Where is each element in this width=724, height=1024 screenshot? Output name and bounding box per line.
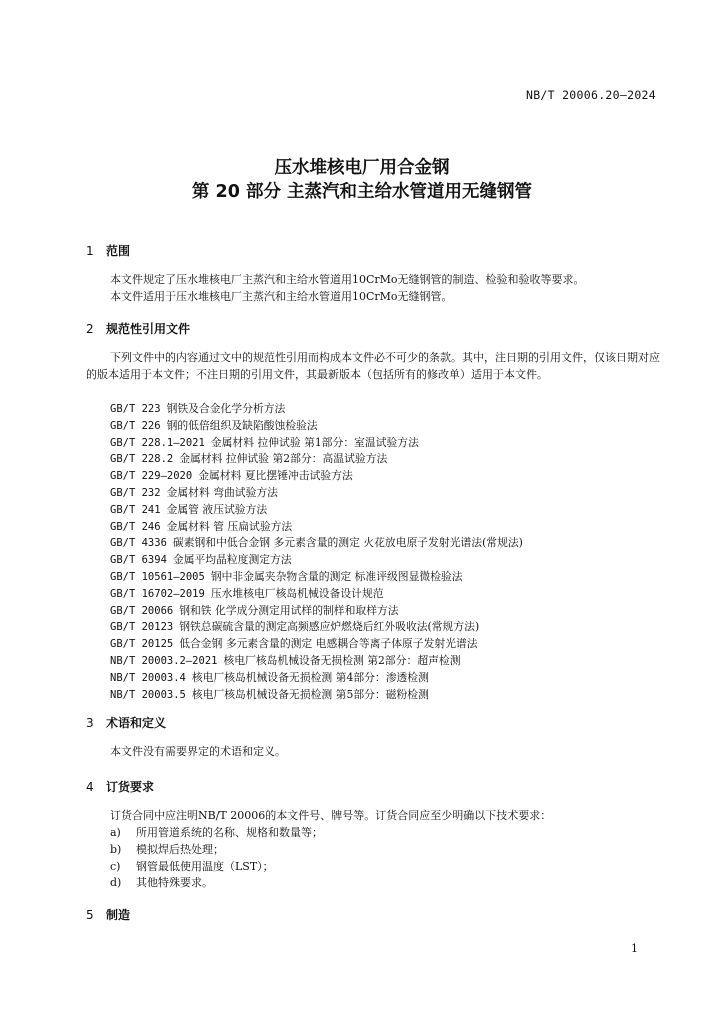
reference-code: GB/T 228.1—2021 (110, 436, 205, 449)
reference-item (110, 519, 523, 536)
reference-item (110, 653, 523, 670)
reference-code: GB/T 6394 (110, 554, 167, 567)
reference-title: 金属材料 夏比摆锤冲击试验方法 (198, 469, 353, 483)
reference-item (110, 468, 523, 485)
reference-code: GB/T 223 (110, 403, 161, 415)
reference-item (110, 535, 523, 552)
reference-title: 低合金钢 多元素含量的测定 电感耦合等离子体原子发射光谱法 (179, 637, 478, 651)
reference-item (110, 552, 523, 569)
reference-title: 金属材料 管 压扁试验方法 (166, 519, 293, 533)
reference-item (110, 401, 523, 418)
section-heading-terms (86, 714, 166, 731)
reference-code: GB/T 228.2 (110, 453, 174, 466)
reference-title: 金属材料 拉伸试验 第2部分：高温试验方法 (179, 452, 388, 466)
reference-item (110, 586, 523, 603)
reference-item (110, 435, 523, 452)
scope-paragraph-2: 本文件适用于压水堆核电厂主蒸汽和主给水管道用10CrMo无缝钢管。 (110, 290, 453, 303)
reference-code: NB/T 20003.4 (110, 671, 186, 684)
reference-code: GB/T 4336 (110, 537, 167, 550)
section-title: 制造 (106, 908, 131, 922)
reference-title: 钢铁总碳硫含量的测定高频感应炉燃烧后红外吸收法(常规方法) (179, 620, 480, 634)
item-text: 所用管道系统的名称、规格和数量等； (136, 826, 323, 839)
section-title: 范围 (106, 244, 131, 258)
ordering-item (110, 825, 323, 842)
reference-title: 金属材料 弯曲试验方法 (166, 485, 278, 499)
reference-item (110, 687, 523, 704)
ordering-item (110, 859, 323, 876)
page-number: 1 (631, 942, 638, 955)
reference-item (110, 619, 523, 636)
section-number: 5 (86, 908, 94, 922)
section-heading-manufacture (86, 906, 130, 923)
item-marker: d) (110, 876, 122, 890)
section-number: 4 (86, 780, 94, 794)
item-text: 模拟焊后热处理； (136, 842, 224, 856)
reference-item (110, 502, 523, 519)
section-number: 3 (86, 716, 94, 730)
section-heading-normative (86, 320, 190, 337)
reference-item (110, 670, 523, 687)
reference-code: NB/T 20003.2—2021 (110, 654, 218, 667)
reference-code: GB/T 241 (110, 503, 161, 516)
reference-list (110, 401, 523, 703)
reference-title: 金属材料 拉伸试验 第1部分：室温试验方法 (210, 435, 419, 449)
ordering-item (110, 842, 323, 859)
terms-paragraph: 本文件没有需要界定的术语和定义。 (110, 745, 286, 758)
reference-code: GB/T 20123 (110, 621, 174, 634)
reference-code: GB/T 20066 (110, 604, 174, 617)
document-subtitle: 第 20 部分 主蒸汽和主给水管道用无缝钢管 (191, 182, 533, 202)
reference-title: 压水堆核电厂核岛机械设备设计规范 (210, 586, 384, 600)
section-title: 订货要求 (106, 780, 155, 794)
reference-item (110, 451, 523, 468)
ordering-list (110, 825, 323, 892)
item-marker: c) (110, 859, 121, 873)
reference-title: 金属管 液压试验方法 (166, 502, 268, 516)
reference-code: GB/T 10561—2005 (110, 570, 205, 583)
ordering-item (110, 875, 323, 892)
reference-code: GB/T 229—2020 (110, 470, 193, 483)
reference-title: 核电厂核岛机械设备无损检测 第5部分：磁粉检测 (191, 687, 429, 701)
reference-item (110, 418, 523, 435)
reference-item (110, 485, 523, 502)
standard-code: NB/T 20006.20—2024 (525, 88, 656, 102)
section-title: 规范性引用文件 (106, 322, 191, 336)
section-title: 术语和定义 (106, 716, 167, 730)
reference-title: 钢和铁 化学成分测定用试样的制样和取样方法 (179, 603, 399, 617)
reference-title: 钢铁及合金化学分析方法 (166, 402, 286, 415)
reference-item (110, 636, 523, 653)
ordering-intro: 订货合同中应注明NB/T 20006的本文件号、牌号等。订货合同应至少明确以下技术要求： (110, 809, 552, 822)
reference-code: GB/T 246 (110, 520, 161, 533)
reference-code: NB/T 20003.5 (110, 688, 186, 701)
item-text: 钢管最低使用温度（LST）； (136, 859, 274, 873)
scope-paragraph-1: 本文件规定了压水堆核电厂主蒸汽和主给水管道用10CrMo无缝钢管的制造、检验和验收等要求。 (110, 273, 585, 286)
reference-item (110, 569, 523, 586)
reference-code: GB/T 16702—2019 (110, 587, 205, 600)
section-heading-scope (86, 242, 130, 259)
section-heading-ordering (86, 778, 154, 795)
document-title: 压水堆核电厂用合金钢 (274, 158, 450, 178)
reference-item (110, 603, 523, 620)
reference-code: GB/T 226 (110, 419, 161, 432)
item-marker: a) (110, 826, 121, 839)
item-marker: b) (110, 842, 122, 856)
reference-code: GB/T 232 (110, 486, 161, 499)
reference-title: 金属平均晶粒度测定方法 (172, 553, 292, 567)
reference-title: 钢的低倍组织及缺陷酸蚀检验法 (166, 418, 318, 432)
reference-code: GB/T 20125 (110, 638, 174, 651)
normative-intro: 下列文件中的内容通过文中的规范性引用而构成本文件必不可少的条款。其中，注日期的引用文件，仅该日期对应的版本适用于本文件；不注日期的引用文件，其最新版本（包括所有的修改单）适用于本文件。 (86, 351, 660, 381)
section-number: 2 (86, 322, 94, 336)
reference-title: 核电厂核岛机械设备无损检测 第2部分：超声检测 (223, 653, 461, 667)
reference-title: 碳素钢和中低合金钢 多元素含量的测定 火花放电原子发射光谱法(常规法) (172, 536, 523, 550)
reference-title: 核电厂核岛机械设备无损检测 第4部分：渗透检测 (191, 670, 429, 684)
section-number: 1 (86, 244, 94, 258)
item-text: 其他特殊要求。 (136, 876, 213, 890)
reference-title: 钢中非金属夹杂物含量的测定 标准评级图显微检验法 (210, 569, 463, 583)
